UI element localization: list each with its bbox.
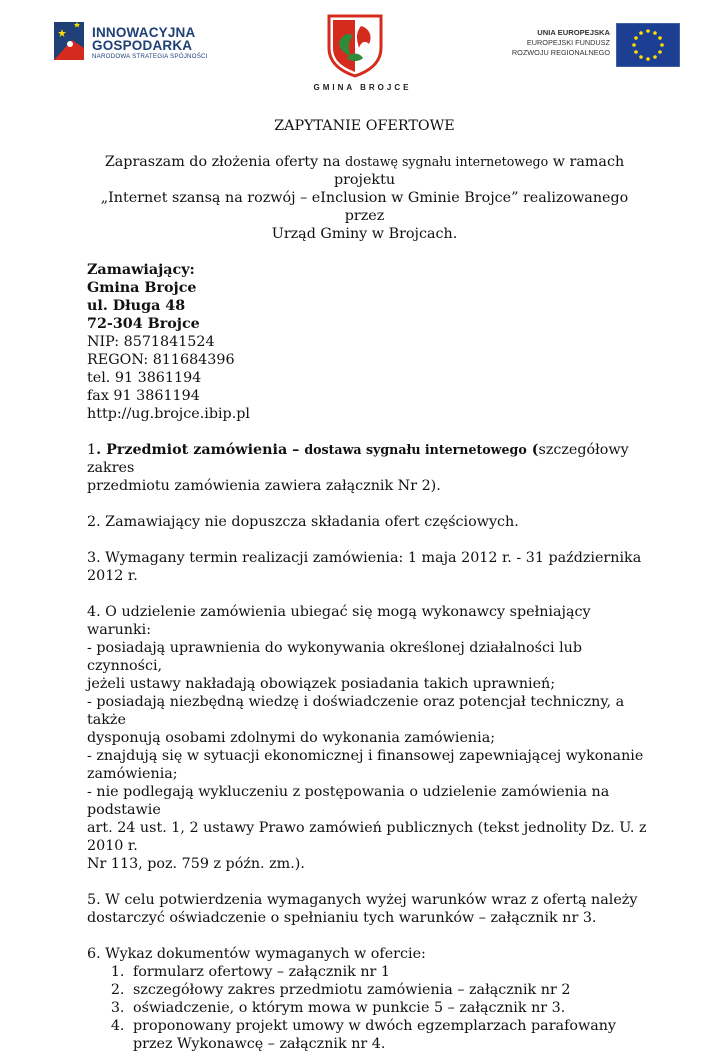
s4-line: jeżeli ustawy nakładają obowiązek posiadania takich uprawnień; — [87, 676, 556, 692]
section-4 — [87, 603, 647, 873]
crest-label: GMINA BROJCE — [313, 83, 412, 92]
section-3: 3. Wymagany termin realizacji zamówienia: 1 maja 2012 r. - 31 października 2012 r. — [87, 550, 642, 584]
intro-line3: Urząd Gminy w Brojcach. — [271, 226, 458, 242]
document-body — [87, 117, 647, 1053]
buyer-street: ul. Długa 48 — [87, 298, 186, 314]
s4-line: zamówienia; — [87, 766, 178, 782]
s1-num: 1 — [87, 442, 97, 458]
eu-flag-icon — [616, 23, 680, 67]
innowacyjna-gospodarka-logo — [52, 18, 212, 68]
buyer-nip: NIP: 8571841524 — [87, 334, 215, 350]
s4-line: dysponują osobami zdolnymi do wykonania zamówienia; — [87, 730, 496, 746]
section-6 — [87, 945, 647, 1053]
buyer-name: Gmina Brojce — [87, 280, 197, 296]
list-item: 2. szczegółowy zakres przedmiotu zamówienia – załącznik nr 2 — [129, 981, 647, 999]
intro-part-a: Zapraszam do złożenia oferty na — [104, 154, 346, 170]
s5-line: 5. W celu potwierdzenia wymaganych wyżej warunków wraz z ofertą należy — [87, 892, 638, 908]
document-title: ZAPYTANIE OFERTOWE — [274, 118, 455, 134]
s1-rest: szczegółowy zakres — [87, 442, 629, 476]
s1-bold-sm: dostawa sygnału internetowego — [304, 442, 527, 457]
s4-line: art. 24 ust. 1, 2 ustawy Prawo zamówień publicznych (tekst jednolity Dz. U. z 2010 r. — [87, 820, 647, 854]
buyer-fax: fax 91 3861194 — [87, 388, 200, 404]
s1-bold: . Przedmiot zamówienia – — [96, 442, 305, 458]
s1-bold-paren: ( — [526, 442, 539, 458]
section-2: 2. Zamawiający nie dopuszcza składania ofert częściowych. — [87, 514, 519, 530]
s4-line: - posiadają uprawnienia do wykonywania określonej działalności lub czynności, — [87, 640, 583, 674]
s4-line: - posiadają niezbędną wiedzę i doświadczenie oraz potencjał techniczny, a także — [87, 694, 625, 728]
section-5 — [87, 891, 647, 927]
s4-line: Nr 113, poz. 759 z późn. zm.). — [87, 856, 305, 872]
s5-line: dostarczyć oświadczenie o spełnianiu tych warunków – załącznik nr 3. — [87, 910, 597, 926]
eu-logo-line2: EUROPEJSKI FUNDUSZ — [526, 38, 610, 47]
buyer-block — [87, 261, 647, 423]
list-item: 4. proponowany projekt umowy w dwóch egzemplarzach parafowany przez Wykonawcę – załącznik nr 4. — [129, 1017, 647, 1053]
s4-line: 4. O udzielenie zamówienia ubiegać się mogą wykonawcy spełniający warunki: — [87, 604, 591, 638]
section-1 — [87, 441, 647, 495]
intro-part-c: w ramach projektu — [333, 154, 625, 188]
ig-logo-line2: GOSPODARKA — [92, 38, 193, 53]
gmina-crest-icon — [325, 12, 385, 78]
ig-logo-line3: NARODOWA STRATEGIA SPÓJNOŚCI — [92, 53, 208, 60]
ig-flag-icon — [52, 18, 88, 64]
s1-line2: przedmiotu zamówienia zawiera załącznik Nr 2). — [87, 478, 441, 494]
eu-logo-line3: ROZWOJU REGIONALNEGO — [511, 48, 610, 57]
list-item: 1. formularz ofertowy – załącznik nr 1 — [129, 963, 647, 981]
buyer-website: http://ug.brojce.ibip.pl — [87, 406, 250, 422]
buyer-tel: tel. 91 3861194 — [87, 370, 202, 386]
s4-line: - znajdują się w sytuacji ekonomicznej i finansowej zapewniającej wykonanie — [87, 748, 644, 764]
s6-heading: 6. Wykaz dokumentów wymaganych w ofercie: — [87, 946, 426, 962]
ig-logo-line1: INNOWACYJNA — [92, 25, 196, 40]
eu-logo-line1: UNIA EUROPEJSKA — [537, 28, 610, 37]
list-item: 3. oświadczenie, o którym mowa w punkcie 5 – załącznik nr 3. — [129, 999, 647, 1017]
buyer-regon: REGON: 811684396 — [87, 352, 235, 368]
eu-fund-text — [500, 28, 610, 58]
intro-part-b: dostawę sygnału internetowego — [345, 154, 549, 169]
buyer-city: 72-304 Brojce — [87, 316, 200, 332]
page-header — [0, 0, 725, 100]
s4-line: - nie podlegają wykluczeniu z postępowania o udzielenie zamówienia na podstawie — [87, 784, 610, 818]
documents-list — [87, 963, 647, 1053]
intro-paragraph — [87, 153, 642, 243]
buyer-heading: Zamawiający: — [87, 262, 195, 278]
intro-line2: „Internet szansą na rozwój – eInclusion w Gminie Brojce” realizowanego przez — [100, 190, 629, 224]
